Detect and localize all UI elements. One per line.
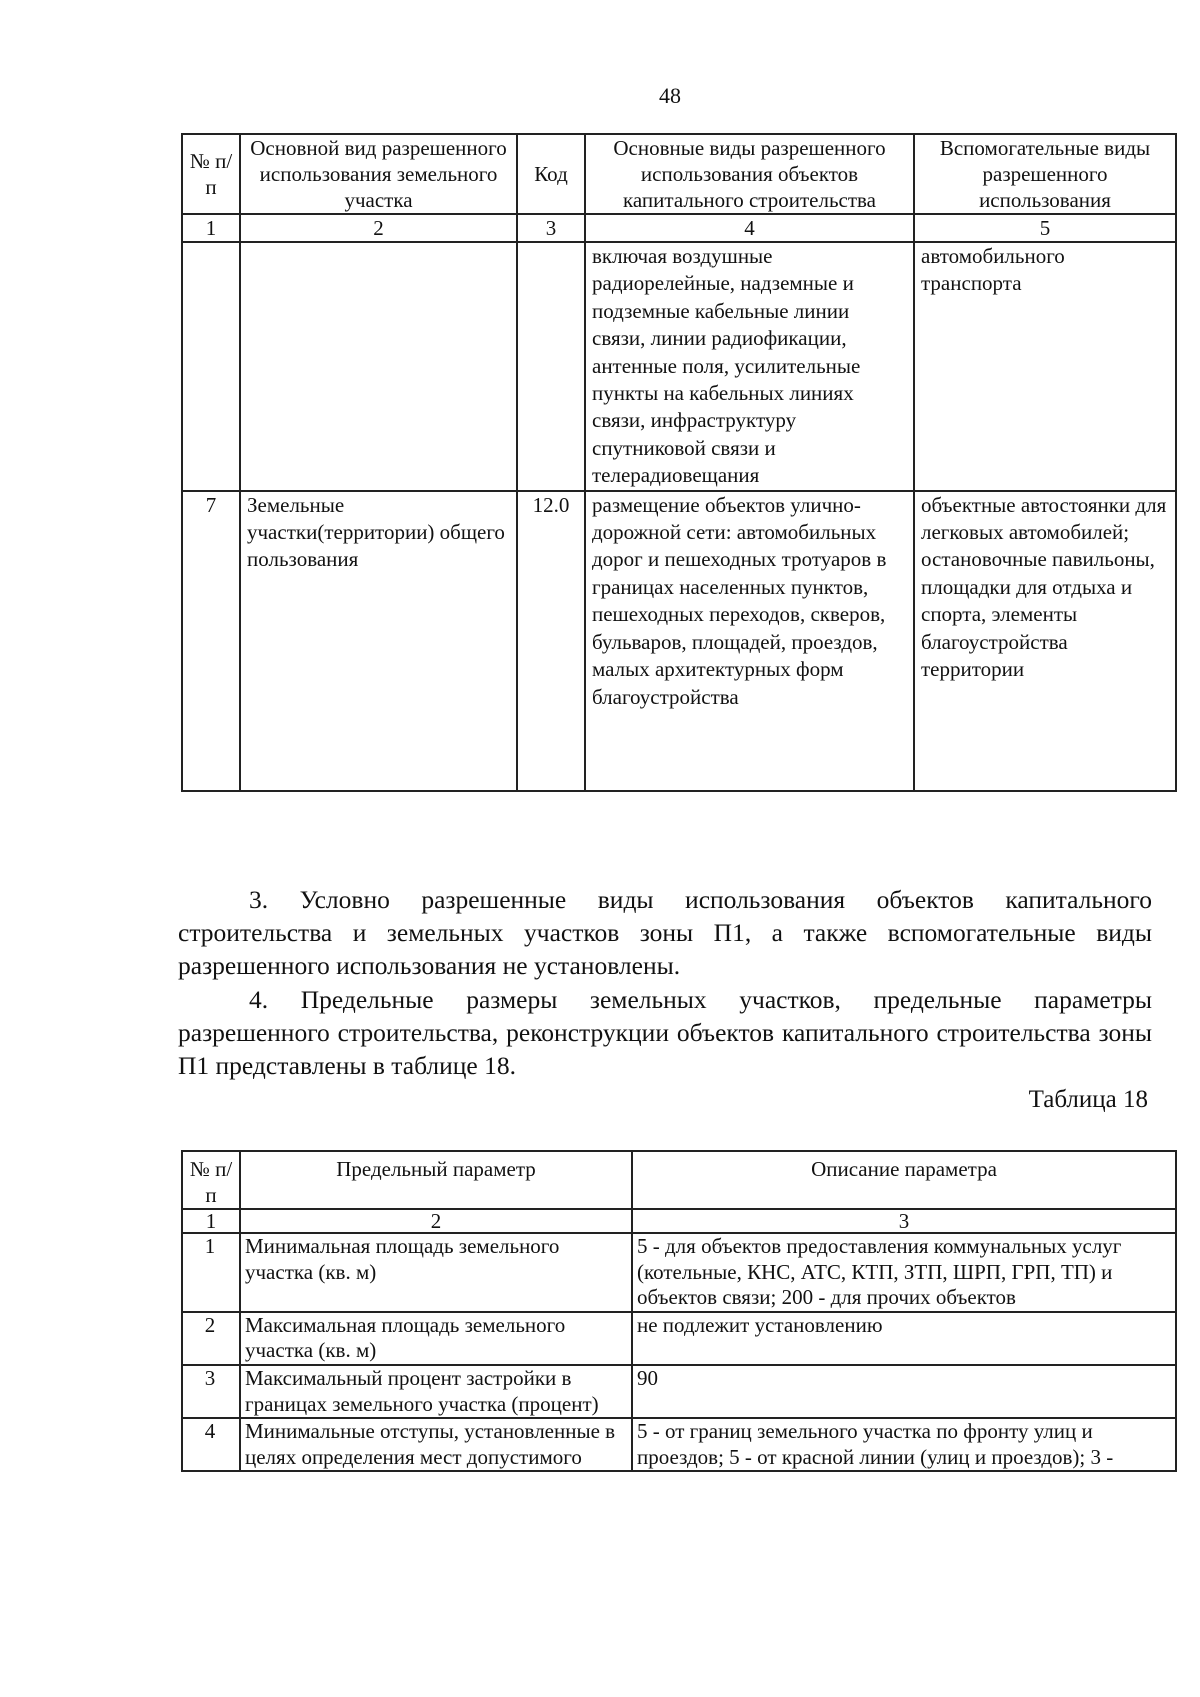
header-num: № п/п	[182, 1151, 240, 1209]
table-row	[182, 1365, 1176, 1418]
row-num: 3	[182, 1365, 240, 1418]
table-row	[182, 491, 1176, 791]
paragraph-4: 4. Предельные размеры земельных участков, предельные параметры разрешенного строительства, реконструкции объектов капитального строительства зоны П1 представлены в таблице 18.	[178, 984, 1152, 1080]
row-aux-uses: объектные автостоянки для легковых автомобилей; остановочные павильоны, площадки для отдыха и спорта, элементы благоустройства территории	[914, 491, 1176, 791]
land-use-table	[181, 133, 1177, 792]
col-number: 5	[914, 214, 1176, 242]
row-code	[517, 242, 585, 491]
row-num	[182, 242, 240, 491]
header-main-use: Основной вид разрешенного использования земельного участка	[240, 134, 517, 214]
col-number: 1	[182, 1209, 240, 1233]
row-param: Минимальные отступы, установленные в целях определения мест допустимого	[240, 1418, 632, 1471]
row-oks-uses: включая воздушные радиорелейные, надземные и подземные кабельные линии связи, линии радиофикации, антенные поля, усилительные пункты на кабельных линиях связи, инфраструктуру спутниковой связи и телерадиовещания	[585, 242, 914, 491]
row-main-use: Земельные участки(территории) общего пользования	[240, 491, 517, 791]
table-header-row	[182, 134, 1176, 214]
header-num: № п/п	[182, 134, 240, 214]
row-param: Максимальный процент застройки в границах земельного участка (процент)	[240, 1365, 632, 1418]
col-number: 4	[585, 214, 914, 242]
row-num: 7	[182, 491, 240, 791]
table-caption: Таблица 18	[1028, 1086, 1148, 1113]
limit-parameters-table	[181, 1150, 1177, 1472]
header-aux-uses: Вспомогательные виды разрешенного использования	[914, 134, 1176, 214]
row-num: 2	[182, 1312, 240, 1365]
row-desc: 5 - для объектов предоставления коммунальных услуг (котельные, КНС, АТС, КТП, ЗТП, ШРП, ГРП, ТП) и объектов связи; 200 - для прочих объектов	[632, 1233, 1176, 1312]
row-aux-uses: автомобильного транспорта	[914, 242, 1176, 491]
column-number-row	[182, 214, 1176, 242]
page-number: 48	[659, 83, 681, 108]
column-number-row	[182, 1209, 1176, 1233]
row-code: 12.0	[517, 491, 585, 791]
row-num: 4	[182, 1418, 240, 1471]
header-code: Код	[517, 134, 585, 214]
col-number: 3	[517, 214, 585, 242]
row-param: Минимальная площадь земельного участка (кв. м)	[240, 1233, 632, 1312]
header-desc: Описание параметра	[632, 1151, 1176, 1209]
col-number: 1	[182, 214, 240, 242]
col-number: 3	[632, 1209, 1176, 1233]
col-number: 2	[240, 214, 517, 242]
row-desc: не подлежит установлению	[632, 1312, 1176, 1365]
table-header-row	[182, 1151, 1176, 1209]
header-param: Предельный параметр	[240, 1151, 632, 1209]
table-row	[182, 242, 1176, 491]
header-oks-uses: Основные виды разрешенного использования объектов капитального строительства	[585, 134, 914, 214]
table-row	[182, 1312, 1176, 1365]
paragraph-3: 3. Условно разрешенные виды использования объектов капитального строительства и земельных участков зоны П1, а также вспомогательные виды разрешенного использования не установлены.	[178, 884, 1152, 980]
row-desc: 5 - от границ земельного участка по фронту улиц и проездов; 5 - от красной линии (улиц и проездов); 3 -	[632, 1418, 1176, 1471]
row-param: Максимальная площадь земельного участка (кв. м)	[240, 1312, 632, 1365]
row-main-use	[240, 242, 517, 491]
row-oks-uses: размещение объектов улично-дорожной сети: автомобильных дорог и пешеходных тротуаров в границах населенных пунктов, пешеходных переходов, скверов, бульваров, площадей, проездов, малых архитектурных форм благоустройства	[585, 491, 914, 791]
row-num: 1	[182, 1233, 240, 1312]
row-desc: 90	[632, 1365, 1176, 1418]
table-row	[182, 1418, 1176, 1471]
table-row	[182, 1233, 1176, 1312]
col-number: 2	[240, 1209, 632, 1233]
